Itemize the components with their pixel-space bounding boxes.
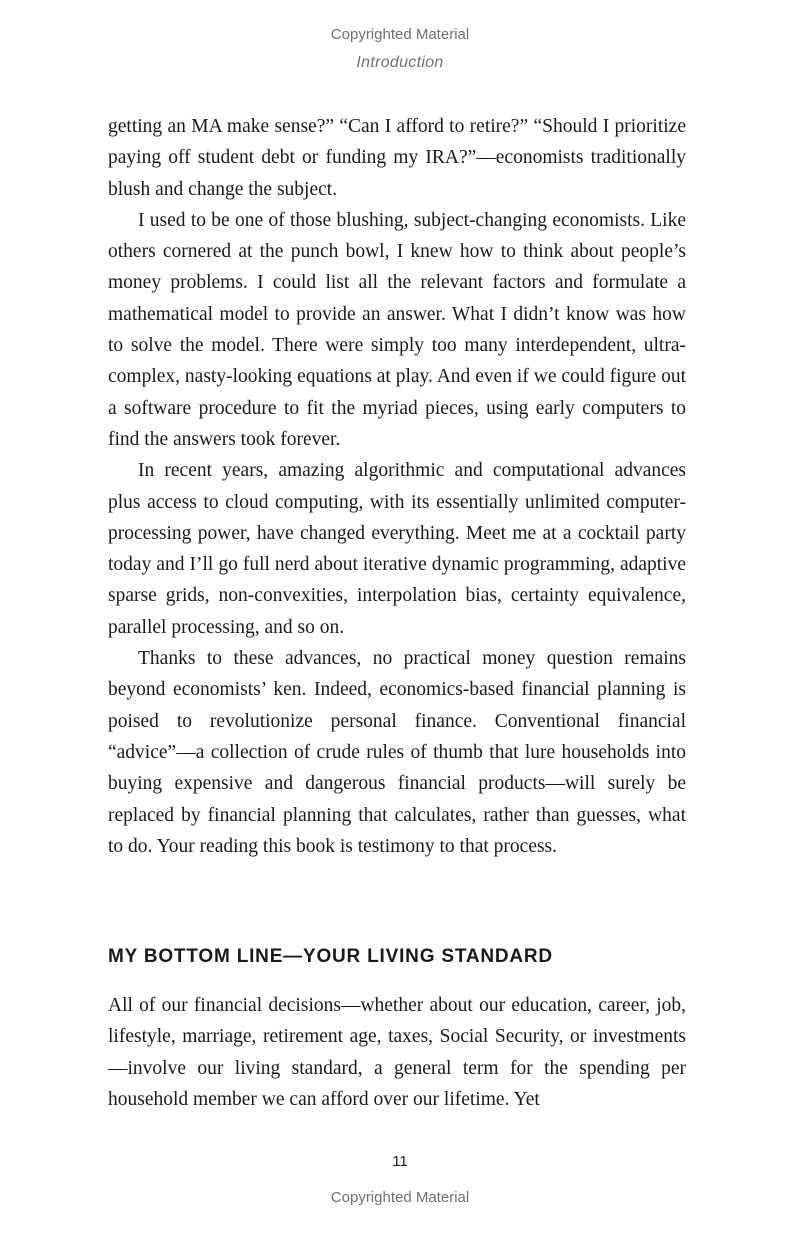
main-text-block <box>108 111 686 862</box>
paragraph: In recent years, amazing algorithmic and computational advances plus access to cloud computing, with its essentially unlimited computer-processing power, have changed everything. Meet me at a cocktail party today and I’ll go full nerd about iterative dynamic programming, adaptive sparse grids, non-convexities, interpolation bias, certainty equivalence, parallel processing, and so on. <box>108 460 686 638</box>
copyright-watermark-bottom: Copyrighted Material <box>330 1189 470 1206</box>
section-text-block <box>108 990 686 1115</box>
paragraph: I used to be one of those blushing, subject-changing economists. Like others cornered at the punch bowl, I knew how to think about people’s money problems. I could list all the relevant factors and formulate a mathematical model to provide an answer. What I didn’t know was how to solve the model. There were simply too many interdependent, ultra-complex, nasty-looking equations at play. And even if we could figure out a software procedure to fit the myriad pieces, using early computers to find the answers took forever. <box>108 209 686 450</box>
running-head: Introduction <box>356 54 444 71</box>
paragraph-continued: getting an MA make sense?” “Can I afford to retire?” “Should I prioritize paying off student debt or funding my IRA?”—economists traditionally blush and change the subject. <box>108 116 686 200</box>
page-number: 11 <box>392 1153 408 1170</box>
copyright-watermark-top: Copyrighted Material <box>330 26 470 43</box>
section-heading: MY BOTTOM LINE—YOUR LIVING STANDARD <box>108 946 553 967</box>
section-paragraph: All of our financial decisions—whether about our education, career, job, lifestyle, marriage, retirement age, taxes, Social Security, or investments—involve our living standard, a general term for the spending per household member we can afford over our lifetime. Yet <box>108 995 686 1110</box>
paragraph: Thanks to these advances, no practical money question remains beyond economists’ ken. Indeed, economics-based financial planning is poised to revolutionize personal finance. Conventional financial “advice”—a collection of crude rules of thumb that lure households into buying expensive and dangerous financial products—will surely be replaced by financial planning that calculates, rather than guesses, what to do. Your reading this book is testimony to that process. <box>108 648 686 857</box>
